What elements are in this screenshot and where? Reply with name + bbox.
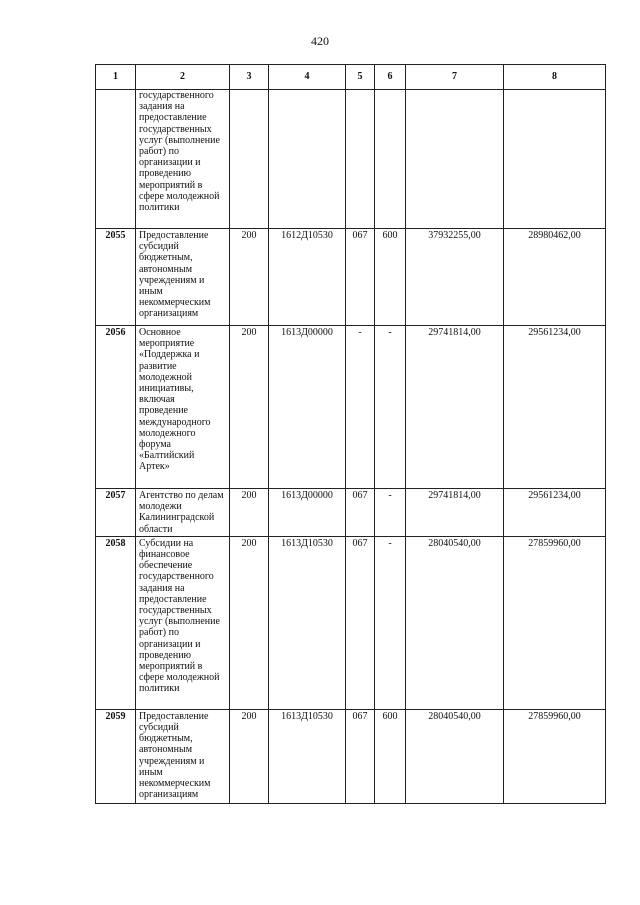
table-row bbox=[96, 489, 606, 537]
cell-col5: 067 bbox=[346, 229, 375, 326]
header-row bbox=[96, 65, 606, 90]
cell-col5: - bbox=[346, 326, 375, 489]
cell-col4: 1612Д10530 bbox=[269, 229, 346, 326]
cell-col3: 200 bbox=[230, 229, 269, 326]
row-name: Агентство по делам молодежи Калининградской области bbox=[136, 489, 230, 537]
cell-col7: 29741814,00 bbox=[406, 489, 504, 537]
table-row bbox=[96, 90, 606, 229]
cell-col7: 29741814,00 bbox=[406, 326, 504, 489]
cell-col8: 27859960,00 bbox=[504, 536, 606, 709]
table-row bbox=[96, 536, 606, 709]
cell-col8 bbox=[504, 90, 606, 229]
cell-col7 bbox=[406, 90, 504, 229]
row-name: Субсидии на финансовое обеспечение государственного задания на предоставление государственных услуг (выполнение работ) по организации и проведению мероприятий в сфере молодежной политики bbox=[136, 536, 230, 709]
cell-col4: 1613Д10530 bbox=[269, 536, 346, 709]
cell-col7: 37932255,00 bbox=[406, 229, 504, 326]
column-header: 1 bbox=[96, 65, 136, 90]
cell-col3: 200 bbox=[230, 326, 269, 489]
cell-col3: 200 bbox=[230, 536, 269, 709]
table-row bbox=[96, 326, 606, 489]
cell-col8: 29561234,00 bbox=[504, 326, 606, 489]
cell-col8: 29561234,00 bbox=[504, 489, 606, 537]
cell-col3: 200 bbox=[230, 489, 269, 537]
column-header: 3 bbox=[230, 65, 269, 90]
column-header: 7 bbox=[406, 65, 504, 90]
row-name: Основное мероприятие «Поддержка и развитие молодежной инициативы, включая проведение международного молодежного форума «Балтийский Артек» bbox=[136, 326, 230, 489]
row-number bbox=[96, 90, 136, 229]
cell-col6: - bbox=[375, 326, 406, 489]
cell-col3: 200 bbox=[230, 709, 269, 803]
budget-table bbox=[95, 64, 606, 804]
row-number: 2056 bbox=[96, 326, 136, 489]
cell-col4: 1613Д00000 bbox=[269, 326, 346, 489]
row-number: 2058 bbox=[96, 536, 136, 709]
column-header: 5 bbox=[346, 65, 375, 90]
cell-col6: - bbox=[375, 536, 406, 709]
cell-col4: 1613Д10530 bbox=[269, 709, 346, 803]
cell-col6: 600 bbox=[375, 709, 406, 803]
row-name: Предоставление субсидий бюджетным, автономным учреждениям и иным некоммерческим организациям bbox=[136, 229, 230, 326]
cell-col3 bbox=[230, 90, 269, 229]
row-name: государственного задания на предоставление государственных услуг (выполнение работ) по организации и проведению мероприятий в сфере молодежной политики bbox=[136, 90, 230, 229]
cell-col6: - bbox=[375, 489, 406, 537]
table-row bbox=[96, 709, 606, 803]
cell-col5 bbox=[346, 90, 375, 229]
row-name: Предоставление субсидий бюджетным, автономным учреждениям и иным некоммерческим организациям bbox=[136, 709, 230, 803]
page-number: 420 bbox=[311, 34, 329, 48]
cell-col8: 27859960,00 bbox=[504, 709, 606, 803]
row-number: 2057 bbox=[96, 489, 136, 537]
column-header: 4 bbox=[269, 65, 346, 90]
cell-col7: 28040540,00 bbox=[406, 709, 504, 803]
cell-col4 bbox=[269, 90, 346, 229]
cell-col4: 1613Д00000 bbox=[269, 489, 346, 537]
cell-col7: 28040540,00 bbox=[406, 536, 504, 709]
cell-col8: 28980462,00 bbox=[504, 229, 606, 326]
cell-col5: 067 bbox=[346, 489, 375, 537]
cell-col6: 600 bbox=[375, 229, 406, 326]
row-number: 2059 bbox=[96, 709, 136, 803]
row-number: 2055 bbox=[96, 229, 136, 326]
table-row bbox=[96, 229, 606, 326]
column-header: 8 bbox=[504, 65, 606, 90]
cell-col5: 067 bbox=[346, 709, 375, 803]
cell-col5: 067 bbox=[346, 536, 375, 709]
column-header: 6 bbox=[375, 65, 406, 90]
cell-col6 bbox=[375, 90, 406, 229]
column-header: 2 bbox=[136, 65, 230, 90]
